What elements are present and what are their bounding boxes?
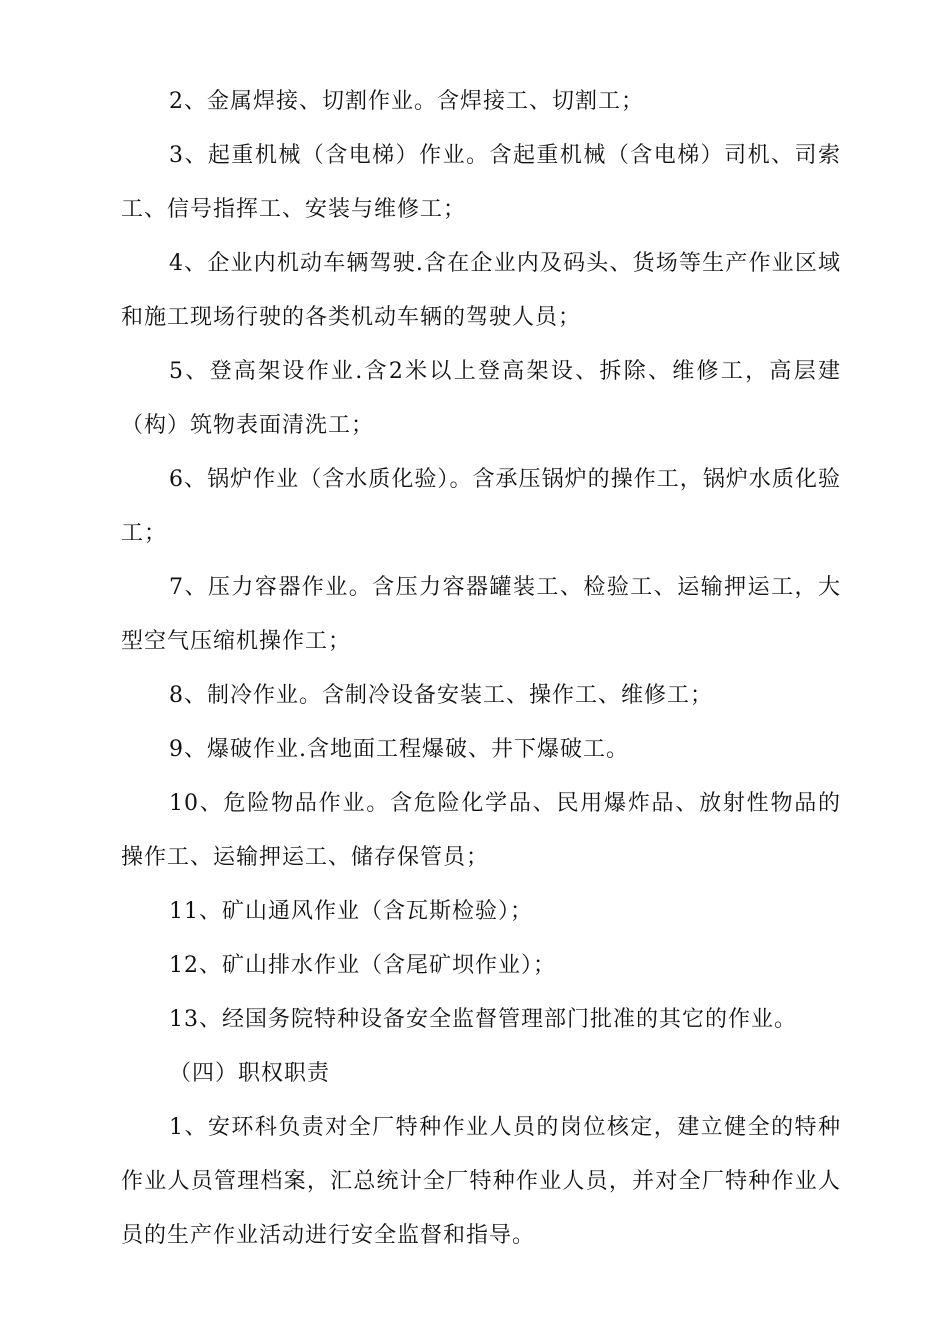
paragraph-item-6: 6、锅炉作业（含水质化验）。含承压锅炉的操作工，锅炉水质化验工；	[121, 467, 841, 546]
paragraph-item-10: 10、危险物品作业。含危险化学品、民用爆炸品、放射性物品的操作工、运输押运工、储存保管员；	[121, 791, 841, 870]
paragraph-item-4: 4、企业内机动车辆驾驶.含在企业内及码头、货场等生产作业区域和施工现场行驶的各类机动车辆的驾驶人员；	[121, 251, 841, 330]
paragraph-item-9: 9、爆破作业.含地面工程爆破、井下爆破工。	[169, 737, 629, 762]
paragraph-duty-1: 1、安环科负责对全厂特种作业人员的岗位核定，建立健全的特种作业人员管理档案，汇总统计全厂特种作业人员，并对全厂特种作业人员的生产作业活动进行安全监督和指导。	[121, 1115, 841, 1248]
paragraph-item-11: 11、矿山通风作业（含瓦斯检验）；	[169, 899, 533, 924]
paragraph-item-12: 12、矿山排水作业（含尾矿坝作业）；	[169, 953, 556, 978]
section-heading-duties: （四）职权职责	[169, 1061, 331, 1086]
paragraph-item-5: 5、登高架设作业.含2米以上登高架设、拆除、维修工，高层建（构）筑物表面清洗工；	[121, 359, 841, 438]
paragraph-item-8: 8、制冷作业。含制冷设备安装工、操作工、维修工；	[169, 683, 713, 708]
paragraph-item-13: 13、经国务院特种设备安全监督管理部门批准的其它的作业。	[169, 1007, 797, 1032]
paragraph-item-3: 3、起重机械（含电梯）作业。含起重机械（含电梯）司机、司索工、信号指挥工、安装与维修工；	[121, 143, 841, 222]
paragraph-item-7: 7、压力容器作业。含压力容器罐装工、检验工、运输押运工，大型空气压缩机操作工；	[121, 575, 841, 654]
paragraph-item-2: 2、金属焊接、切割作业。含焊接工、切割工；	[169, 89, 644, 114]
document-body	[121, 75, 841, 1263]
